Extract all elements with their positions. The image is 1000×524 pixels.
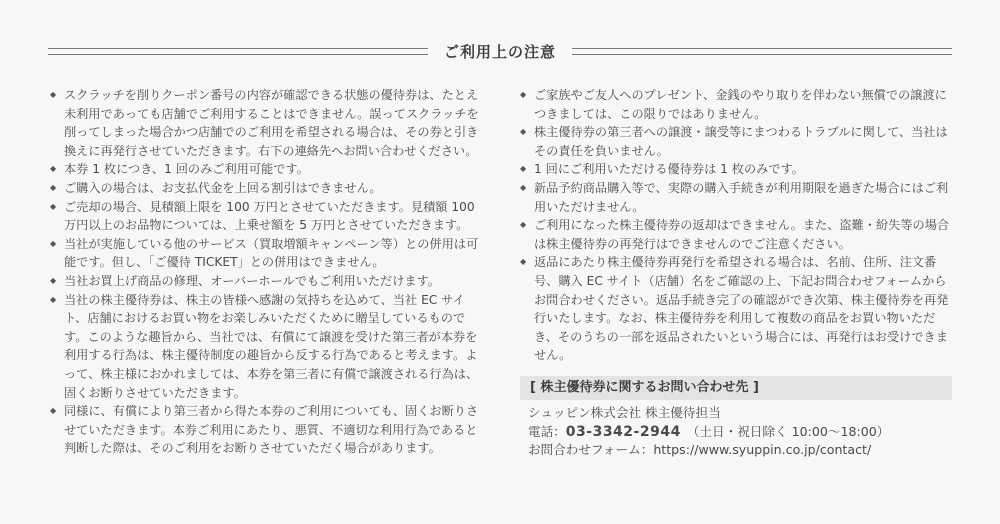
notice-item (50, 179, 482, 198)
section-header (48, 40, 952, 62)
phone-number: 03-3342-2944 (565, 423, 681, 440)
bullet-icon: ◆ (520, 182, 527, 192)
bullet-icon: ◆ (50, 201, 57, 211)
bullet-icon: ◆ (50, 164, 57, 174)
contact-heading: [ 株主優待券に関するお問い合わせ先 ] (520, 376, 952, 400)
bullet-icon: ◆ (520, 220, 527, 230)
notice-item (50, 198, 482, 235)
notice-text: ご売却の場合、見積額上限を 100 万円とさせていただきます。見積額 100 万円以上のお品物については、上乗せ額を 5 万円とさせていただきます。 (64, 199, 475, 233)
bullet-icon: ◆ (50, 275, 57, 285)
notice-item (50, 235, 482, 272)
notice-item (50, 86, 482, 160)
notes-right-column (520, 86, 952, 365)
header-rule-left (48, 48, 428, 55)
form-url-link[interactable]: https://www.syuppin.co.jp/contact/ (653, 442, 872, 458)
notice-item (50, 402, 482, 458)
bullet-icon: ◆ (50, 182, 57, 192)
notice-text: 新品予約商品購入等で、実際の購入手続きが利用期限を過ぎた場合にはご利用いただけません。 (534, 180, 949, 214)
page-title: ご利用上の注意 (444, 42, 557, 61)
notice-item (520, 86, 952, 123)
bullet-icon: ◆ (520, 257, 527, 267)
form-label: お問合わせフォーム： (528, 442, 654, 458)
notice-item (520, 123, 952, 160)
bullet-icon: ◆ (520, 90, 527, 99)
phone-hours: （土日・祝日除く 10:00〜18:00） (686, 423, 890, 439)
notice-text: ご購入の場合は、お支払代金を上回る割引はできません。 (64, 180, 382, 195)
notice-text: 1 回にご利用いただける優待券は 1 枚のみです。 (534, 162, 804, 177)
notice-item (520, 160, 952, 179)
contact-body (520, 400, 952, 460)
notice-text: 当社お買上げ商品の修理、オーバーホールでもご利用いただけます。 (64, 273, 440, 288)
notes-left-column (50, 86, 482, 458)
notice-text: ご利用になった株主優待券の返却はできません。また、盗難・紛失等の場合は株主優待券の再発行はできませんのでご注意ください。 (534, 218, 950, 251)
notice-text: ご家族やご友人へのプレゼント、金銭のやり取りを伴わない無償での譲渡につきましては、この限りではありません。 (534, 88, 947, 121)
contact-form-row (528, 441, 952, 460)
notice-item (50, 272, 482, 291)
bullet-icon: ◆ (520, 127, 527, 137)
bullet-icon: ◆ (520, 164, 527, 174)
notice-text: 株主優待券の第三者への譲渡・譲受等にまつわるトラブルに関して、当社はその責任を負いません。 (534, 125, 948, 158)
bullet-icon: ◆ (50, 238, 57, 248)
notice-text: 当社が実施している他のサービス（買取増額キャンペーン等）との併用は可能です。但し、「ご優待 TICKET」との併用はできません。 (64, 236, 479, 270)
bullet-icon: ◆ (50, 294, 57, 304)
bullet-icon: ◆ (50, 90, 57, 99)
contact-box (520, 376, 952, 468)
notice-text: 返品にあたり株主優待券再発行を希望される場合は、名前、住所、注文番号、購入 EC サイト（店舗）名をご確認の上、下記お問合わせフォームからお問合わせください。返品手続き完了の確認ができ次第、株主優待券を再発行いたします。なお、株主優待券を利用して複数の商品をお買い物いただき、そのうちの一部を返品されたいという場合には、再発行はお受けできません。 (534, 255, 949, 363)
contact-company: シュッピン株式会社 株主優待担当 (528, 405, 721, 420)
notice-item (520, 179, 952, 216)
notice-text: 当社の株主優待券は、株主の皆様へ感謝の気持ちを込めて、当社 EC サイト、店舗におけるお買い物をお楽しみいただくために贈呈しているものです。このような趣旨から、当社では、有償にて譲渡を受けた第三者が本券を利用する行為は、株主優待制度の趣旨から反する行為であると考えます。よって、株主様におかれましては、本券を第三者に有償で譲渡される行為は、固くお断りさせていただきます。 (64, 292, 479, 400)
notice-item (50, 291, 482, 403)
phone-label: 電話： (528, 423, 566, 439)
notice-text: 同様に、有償により第三者から得た本券のご利用についても、固くお断りさせていただきます。本券ご利用にあたり、悪質、不適切な利用行為であると判断した際は、そのご利用をお断りさせていただく場合があります。 (64, 404, 479, 456)
notice-item (520, 216, 952, 253)
notice-text: スクラッチを削りクーポン番号の内容が確認できる状態の優待券は、たとえ未利用であっても店舗でご利用することはできません。誤ってスクラッチを削ってしまった場合かつ店舗でのご利用を希望される場合は、その券と引き換えに再発行させていただきます。右下の連絡先へお問い合わせください。 (64, 88, 479, 158)
notice-item (50, 160, 482, 179)
header-rule-right (572, 48, 952, 55)
notice-text: 本券 1 枚につき、1 回のみご利用可能です。 (64, 162, 309, 177)
notice-item (520, 253, 952, 365)
bullet-icon: ◆ (50, 406, 57, 416)
contact-phone-row (528, 423, 952, 442)
